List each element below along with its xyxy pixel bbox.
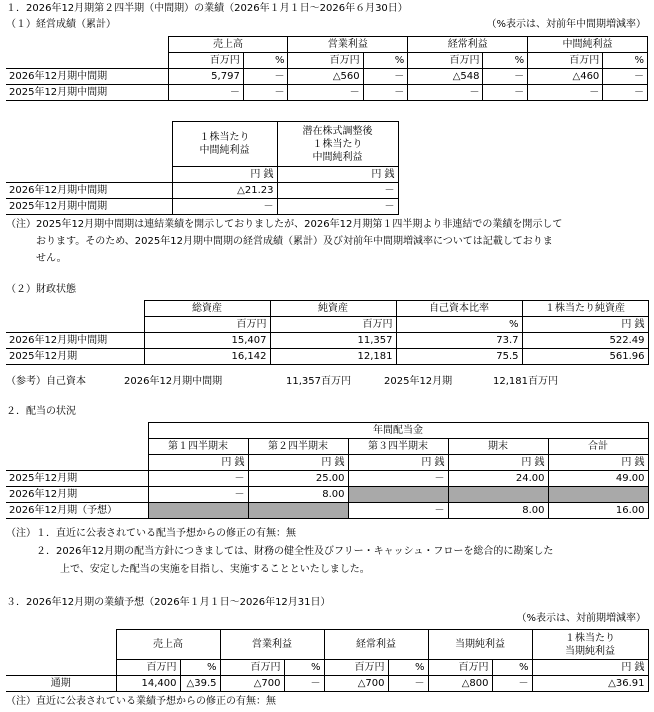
note-line: せん。 (36, 253, 67, 264)
value-cell: 14,400 (116, 676, 180, 692)
shaded-cell (248, 503, 348, 519)
unit-cell: % (243, 53, 288, 69)
note-line: ２．2026年12月期の配当方針につきましては、財務の健全性及びフリー・キャッシュ・フローを総合的に勘案した (36, 546, 554, 557)
row-label: 2026年12月期中間期 (6, 69, 168, 85)
financial-position-table (6, 300, 649, 365)
note-line: おります。そのため、2025年12月期中間期の経営成績（累計）及び対前年中間期増減率については記載しておりま (36, 236, 553, 247)
note-label: （注） (6, 219, 36, 230)
value-cell: 49.00 (548, 471, 648, 487)
unit-cell: % (396, 317, 522, 333)
note-label: （注） (6, 528, 36, 539)
unit-cell: 円 銭 (348, 455, 448, 471)
col-header-ordinary-profit: 経常利益 (324, 630, 428, 660)
value-cell: 8.00 (448, 503, 548, 519)
table-row (6, 199, 398, 215)
unit-cell: % (483, 53, 528, 69)
unit-cell: 百万円 (288, 53, 363, 69)
unit-cell: 百万円 (144, 317, 270, 333)
value-cell: △21.23 (172, 183, 277, 199)
value-cell: 12,181 (270, 349, 396, 365)
col-header-diluted-eps: 潜在株式調整後 １株当たり 中間純利益 (277, 122, 398, 167)
row-label: 2026年12月期（予想） (6, 503, 148, 519)
col-header-year-end: 期末 (448, 439, 548, 455)
unit-row (6, 660, 648, 676)
unit-cell: 百万円 (168, 53, 243, 69)
table-header-row (6, 439, 648, 455)
unit-cell: 円 銭 (532, 660, 648, 676)
unit-row (6, 455, 648, 471)
value-cell: 75.5 (396, 349, 522, 365)
unit-cell: 円 銭 (172, 167, 277, 183)
value-cell: △460 (528, 69, 603, 85)
row-label: 2026年12月期 (6, 487, 148, 503)
value-cell: 5,797 (168, 69, 243, 85)
note-line: １．直近に公表されている配当予想からの修正の有無：無 (36, 528, 296, 539)
value-cell: △39.5 (180, 676, 220, 692)
note-line: 上で、安定した配当の実施を目指し、実施することといたしました。 (60, 564, 370, 575)
shaded-cell (548, 487, 648, 503)
financial-position-heading: （２）財政状態 (6, 284, 76, 295)
pct-note: （%表示は、対前期増減率） (516, 613, 646, 624)
value-cell: △700 (324, 676, 388, 692)
unit-row (6, 317, 648, 333)
shaded-cell (148, 503, 248, 519)
value-cell: 16,142 (144, 349, 270, 365)
table-header-row (6, 37, 648, 53)
unit-cell: % (284, 660, 324, 676)
value-cell: 11,357 (270, 333, 396, 349)
value-cell: － (243, 69, 288, 85)
row-label: 2025年12月期中間期 (6, 199, 172, 215)
value-cell: － (603, 69, 648, 85)
operating-results-heading: （１）経営成績（累計） (6, 19, 116, 30)
col-header-ordinary-profit: 経常利益 (408, 37, 528, 53)
unit-cell: 円 銭 (448, 455, 548, 471)
col-header-net-income: 中間純利益 (528, 37, 648, 53)
unit-cell: 百万円 (220, 660, 284, 676)
col-header-operating-profit: 営業利益 (288, 37, 408, 53)
value-cell: － (348, 471, 448, 487)
note-line: 2025年12月期中間期は連結業績を開示しておりましたが、2026年12月期第１四半期より非連結での業績を開示して (36, 219, 563, 230)
table-header-row (6, 630, 648, 660)
unit-cell: 円 銭 (248, 455, 348, 471)
col-header-bps: １株当たり純資産 (522, 301, 648, 317)
value-cell: 16.00 (548, 503, 648, 519)
unit-cell: % (492, 660, 532, 676)
col-header-eps: １株当たり 当期純利益 (532, 630, 648, 660)
unit-cell: 円 銭 (522, 317, 648, 333)
value-cell: － (483, 85, 528, 101)
unit-cell: 百万円 (270, 317, 396, 333)
reference-period: 2026年12月期中間期 (124, 376, 223, 387)
value-cell: △700 (220, 676, 284, 692)
dividend-section-title: ２．配当の状況 (6, 406, 76, 417)
shaded-cell (348, 487, 448, 503)
value-cell: － (363, 85, 408, 101)
value-cell: △800 (428, 676, 492, 692)
row-label: 2026年12月期中間期 (6, 183, 172, 199)
reference-value: 12,181百万円 (493, 376, 558, 387)
col-header-equity-ratio: 自己資本比率 (396, 301, 522, 317)
value-cell: 15,407 (144, 333, 270, 349)
row-label: 2025年12月期 (6, 471, 148, 487)
unit-cell: 円 銭 (548, 455, 648, 471)
dividend-table (6, 422, 649, 519)
row-label: 2025年12月期中間期 (6, 85, 168, 101)
col-header-sales: 売上高 (168, 37, 288, 53)
section1-title: １．2026年12月期第２四半期（中間期）の業績（2026年１月１日～2026年６月30日） (6, 3, 408, 14)
table-row (6, 487, 648, 503)
row-label: 2025年12月期 (6, 349, 144, 365)
unit-row (6, 167, 398, 183)
forecast-section-title: ３．2026年12月期の業績予想（2026年１月１日～2026年12月31日） (6, 597, 331, 608)
table-row (6, 503, 648, 519)
col-header-total: 合計 (548, 439, 648, 455)
value-cell: 522.49 (522, 333, 648, 349)
value-cell: － (388, 676, 428, 692)
col-header-q1: 第１四半期末 (148, 439, 248, 455)
table-row (6, 183, 398, 199)
value-cell: － (243, 85, 288, 101)
shaded-cell (448, 487, 548, 503)
value-cell: － (408, 85, 483, 101)
table-row (6, 69, 648, 85)
value-cell: － (148, 471, 248, 487)
table-row (6, 85, 648, 101)
value-cell: － (492, 676, 532, 692)
value-cell: － (363, 69, 408, 85)
value-cell: － (148, 487, 248, 503)
unit-cell: 百万円 (116, 660, 180, 676)
value-cell: 8.00 (248, 487, 348, 503)
value-cell: △36.91 (532, 676, 648, 692)
unit-cell: 円 銭 (277, 167, 398, 183)
table-row (6, 349, 648, 365)
table-header-row (6, 122, 398, 167)
value-cell: △560 (288, 69, 363, 85)
value-cell: － (284, 676, 324, 692)
unit-cell: % (180, 660, 220, 676)
table-row (6, 676, 648, 692)
col-header-total-assets: 総資産 (144, 301, 270, 317)
value-cell: － (603, 85, 648, 101)
value-cell: － (288, 85, 363, 101)
unit-cell: % (388, 660, 428, 676)
value-cell: － (528, 85, 603, 101)
row-label: 2026年12月期中間期 (6, 333, 144, 349)
unit-cell: 円 銭 (148, 455, 248, 471)
col-header-net-assets: 純資産 (270, 301, 396, 317)
reference-label: （参考）自己資本 (6, 376, 86, 387)
eps-table (6, 121, 399, 215)
value-cell: － (277, 199, 398, 215)
pct-note: （%表示は、対前年中間期増減率） (486, 19, 646, 30)
forecast-note: （注）直近に公表されている業績予想からの修正の有無：無 (6, 696, 276, 707)
operating-results-table (6, 36, 648, 101)
table-header-row (6, 301, 648, 317)
forecast-table (6, 629, 649, 692)
col-header-net-income: 当期純利益 (428, 630, 532, 660)
col-header-q2: 第２四半期末 (248, 439, 348, 455)
unit-row (6, 53, 648, 69)
value-cell: － (277, 183, 398, 199)
value-cell: － (483, 69, 528, 85)
unit-cell: 百万円 (528, 53, 603, 69)
table-header-row (6, 423, 648, 439)
row-label: 通期 (6, 676, 116, 692)
table-row (6, 333, 648, 349)
col-header-q3: 第３四半期末 (348, 439, 448, 455)
unit-cell: % (603, 53, 648, 69)
unit-cell: 百万円 (324, 660, 388, 676)
reference-period: 2025年12月期 (384, 376, 453, 387)
group-header-annual-dividends: 年間配当金 (148, 423, 648, 439)
value-cell: 25.00 (248, 471, 348, 487)
value-cell: 24.00 (448, 471, 548, 487)
value-cell: － (172, 199, 277, 215)
value-cell: △548 (408, 69, 483, 85)
value-cell: － (348, 503, 448, 519)
value-cell: － (168, 85, 243, 101)
reference-value: 11,357百万円 (286, 376, 351, 387)
value-cell: 561.96 (522, 349, 648, 365)
table-row (6, 471, 648, 487)
unit-cell: 百万円 (408, 53, 483, 69)
col-header-sales: 売上高 (116, 630, 220, 660)
col-header-eps: １株当たり 中間純利益 (172, 122, 277, 167)
unit-cell: % (363, 53, 408, 69)
value-cell: 73.7 (396, 333, 522, 349)
col-header-operating-profit: 営業利益 (220, 630, 324, 660)
unit-cell: 百万円 (428, 660, 492, 676)
